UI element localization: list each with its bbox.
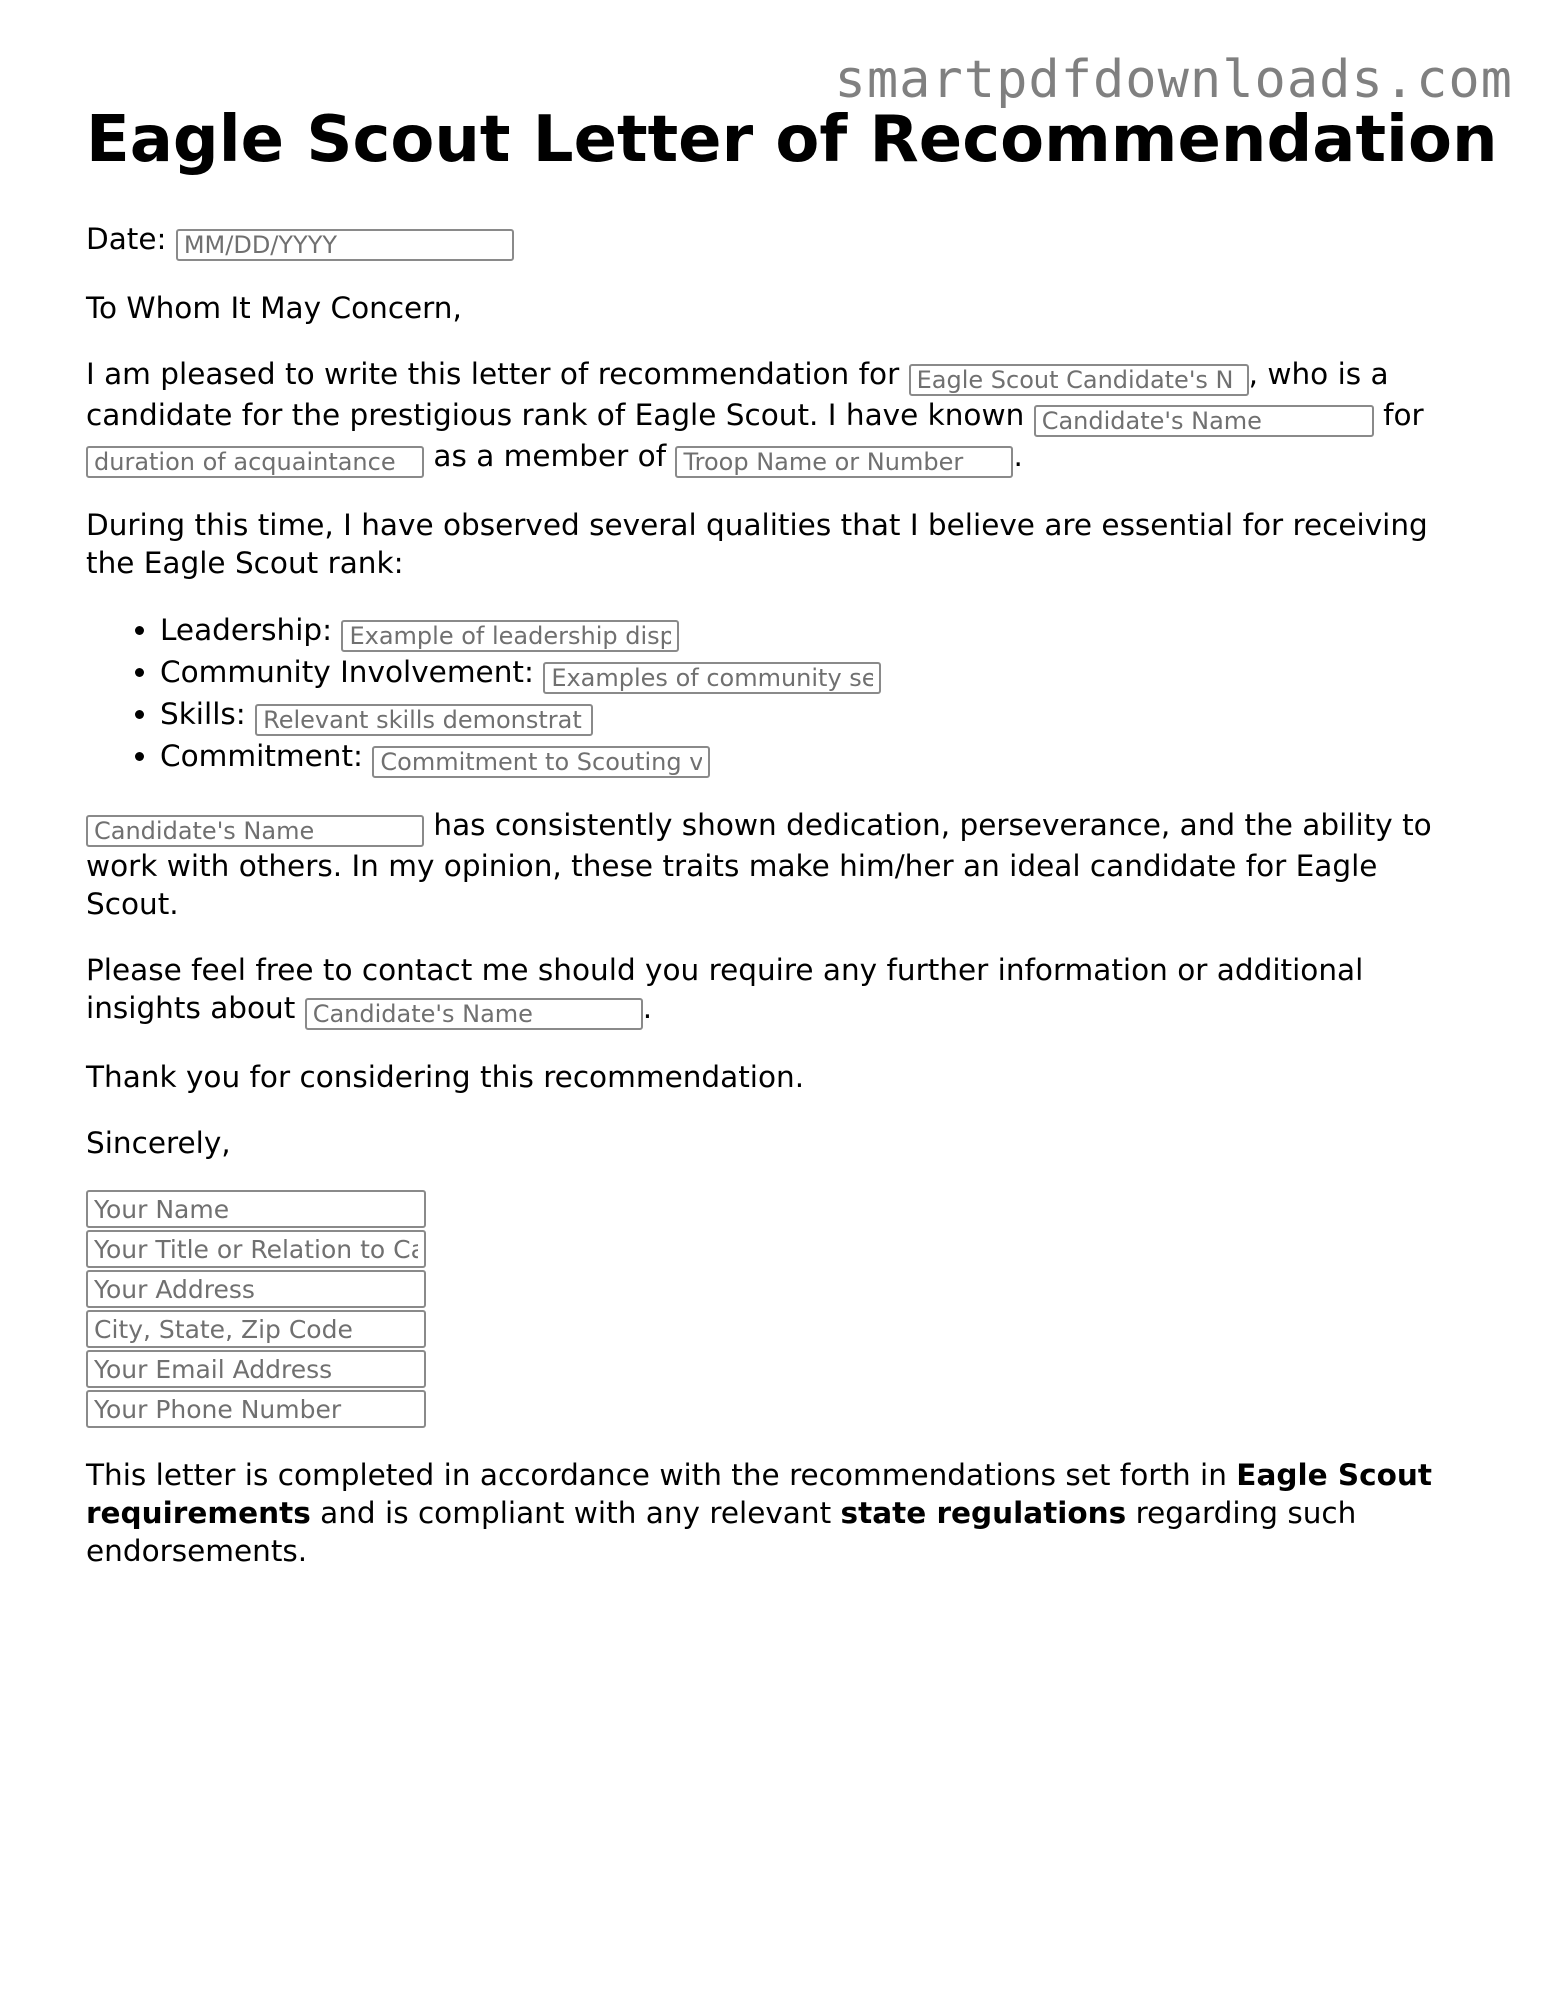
list-item: [160, 652, 1466, 694]
contact-paragraph: [86, 951, 1466, 1030]
intro-text-2: , who is a candidate for the prestigious rank of Eagle Scout. I have known: [86, 357, 1389, 432]
intro-paragraph: [86, 355, 1466, 478]
salutation: To Whom It May Concern,: [86, 291, 462, 325]
contact-text-1: Please feel free to contact me should you require any further information or additional insights about: [86, 953, 1364, 1025]
letter-body: [86, 220, 1466, 1598]
intro-text-1: I am pleased to write this letter of recommendation for: [86, 357, 900, 391]
skills-input[interactable]: [255, 704, 593, 736]
footer-text-2: and is compliant with any relevant: [310, 1496, 841, 1530]
dedication-candidate-input[interactable]: [86, 815, 424, 847]
dedication-paragraph: [86, 806, 1466, 923]
date-input[interactable]: [176, 229, 514, 261]
intro-text-4: as a member of: [424, 439, 667, 473]
date-line: [86, 220, 1466, 261]
footer-bold-eagle-requirements: Eagle Scout requirements: [86, 1458, 1432, 1530]
candidate-name-input[interactable]: [1034, 405, 1374, 437]
dedication-text: has consistently shown dedication, perseverance, and the ability to work with others. In my opinion, these traits make him/her an ideal candidate for Eagle Scout.: [86, 808, 1432, 921]
phone-input[interactable]: [86, 1390, 426, 1428]
quality-label-leadership: Leadership:: [160, 613, 333, 647]
signature-block: [86, 1190, 1466, 1428]
contact-text-2: .: [642, 991, 653, 1025]
your-address-input[interactable]: [86, 1270, 426, 1308]
quality-label-skills: Skills:: [160, 697, 246, 731]
troop-input[interactable]: [675, 446, 1013, 478]
footer-paragraph: [86, 1456, 1466, 1570]
commitment-input[interactable]: [372, 746, 710, 778]
intro-text-3: for: [1373, 398, 1424, 432]
closing-line: Sincerely,: [86, 1126, 231, 1160]
footer-text-3: regarding such endorsements.: [86, 1496, 1357, 1568]
quality-label-commitment: Commitment:: [160, 739, 363, 773]
contact-candidate-input[interactable]: [305, 998, 643, 1030]
date-label: Date:: [86, 222, 167, 256]
quality-label-community: Community Involvement:: [160, 655, 534, 689]
thanks-line: Thank you for considering this recommendation.: [86, 1060, 805, 1094]
list-item: [160, 610, 1466, 652]
email-input[interactable]: [86, 1350, 426, 1388]
footer-bold-state-regulations: state regulations: [840, 1496, 1127, 1530]
list-item: [160, 736, 1466, 778]
your-title-input[interactable]: [86, 1230, 426, 1268]
intro-text-5: .: [1013, 439, 1023, 473]
qualities-list: [86, 610, 1466, 778]
your-name-input[interactable]: [86, 1190, 426, 1228]
city-state-zip-input[interactable]: [86, 1310, 426, 1348]
page-title: Eagle Scout Letter of Recommendation: [86, 103, 1498, 177]
candidate-full-name-input[interactable]: [909, 364, 1249, 396]
watermark: smartpdfdownloads.com: [834, 50, 1513, 110]
acquaintance-duration-input[interactable]: [86, 446, 424, 478]
community-input[interactable]: [543, 662, 881, 694]
footer-text-1: This letter is completed in accordance with the recommendations set forth in: [86, 1458, 1237, 1492]
leadership-input[interactable]: [341, 620, 679, 652]
list-item: [160, 694, 1466, 736]
qualities-intro: During this time, I have observed several qualities that I believe are essential for receiving the Eagle Scout rank:: [86, 508, 1428, 580]
